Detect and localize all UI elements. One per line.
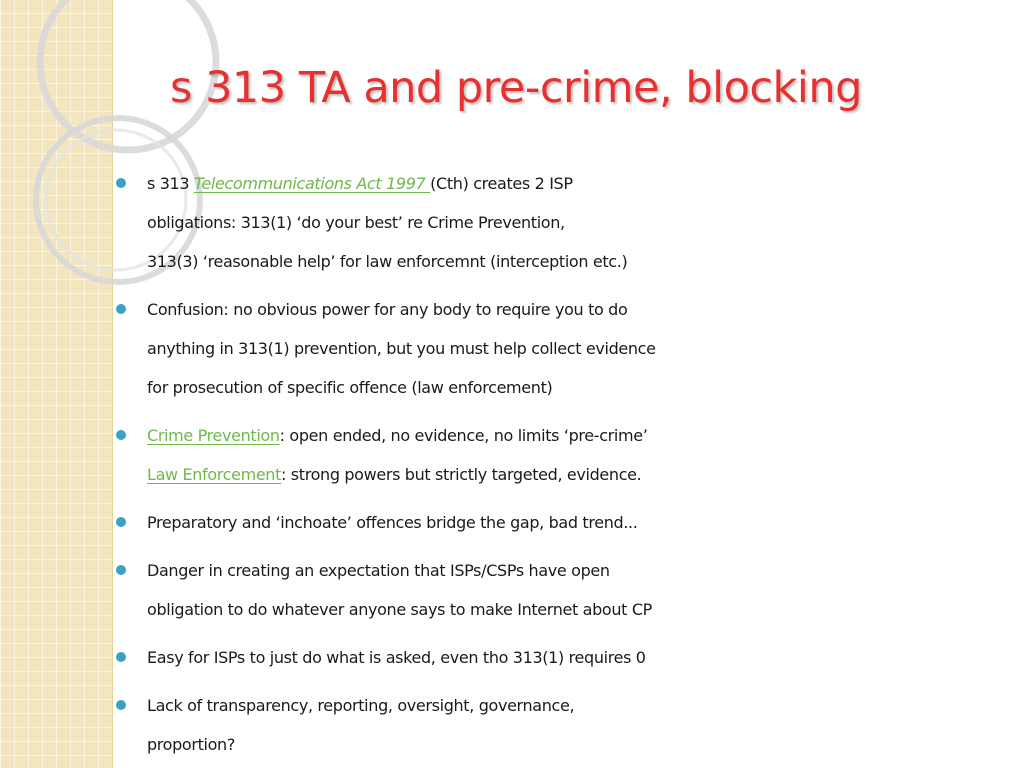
bullet-line: obligation to do whatever anyone says to make Internet about CP: [147, 600, 652, 619]
bullet-text: s 313: [147, 174, 194, 193]
bullet-line: for prosecution of specific offence (law enforcement): [147, 378, 553, 397]
bullet-item: [114, 686, 1022, 764]
bullet-line: Preparatory and ‘inchoate’ offences bridge the gap, bad trend...: [147, 513, 638, 532]
bullet-line: Danger in creating an expectation that ISPs/CSPs have open: [147, 561, 610, 580]
bullet-dot-icon: [116, 565, 126, 575]
bullet-line: anything in 313(1) prevention, but you must help collect evidence: [147, 339, 656, 358]
law-enforcement-link[interactable]: Law Enforcement: [147, 465, 282, 484]
bullet-item: [114, 290, 1022, 407]
bullet-line: 313(3) ‘reasonable help’ for law enforcemnt (interception etc.): [147, 252, 628, 271]
bullet-line: obligations: 313(1) ‘do your best’ re Crime Prevention,: [147, 213, 565, 232]
bullet-dot-icon: [116, 178, 126, 188]
bullet-line: Lack of transparency, reporting, oversight, governance,: [147, 696, 575, 715]
bullet-text: (Cth) creates 2 ISP: [430, 174, 573, 193]
slide-title: s 313 TA and pre-crime, blocking: [170, 63, 862, 113]
bullet-line: Confusion: no obvious power for any body to require you to do: [147, 300, 628, 319]
bullet-text: : strong powers but strictly targeted, evidence.: [281, 465, 642, 484]
bullet-dot-icon: [116, 700, 126, 710]
bullet-line: [147, 455, 1022, 494]
bullet-item: [114, 503, 1022, 542]
bullet-dot-icon: [116, 652, 126, 662]
bullet-line: proportion?: [147, 735, 235, 754]
bullet-item: [114, 164, 1022, 281]
bullet-dot-icon: [116, 304, 126, 314]
bullet-list: [114, 164, 1022, 768]
bullet-dot-icon: [116, 430, 126, 440]
bullet-line: Easy for ISPs to just do what is asked, even tho 313(1) requires 0: [147, 648, 646, 667]
bullet-dot-icon: [116, 517, 126, 527]
bullet-line: [147, 164, 1022, 203]
bullet-item: [114, 416, 1022, 494]
bullet-item: [114, 551, 1022, 629]
crime-prevention-link[interactable]: Crime Prevention: [147, 426, 280, 445]
bullet-line: [147, 416, 1022, 455]
telecommunications-act-link[interactable]: Telecommunications Act 1997: [193, 174, 431, 193]
bullet-item: [114, 638, 1022, 677]
bullet-text: : open ended, no evidence, no limits ‘pre-crime’: [279, 426, 648, 445]
